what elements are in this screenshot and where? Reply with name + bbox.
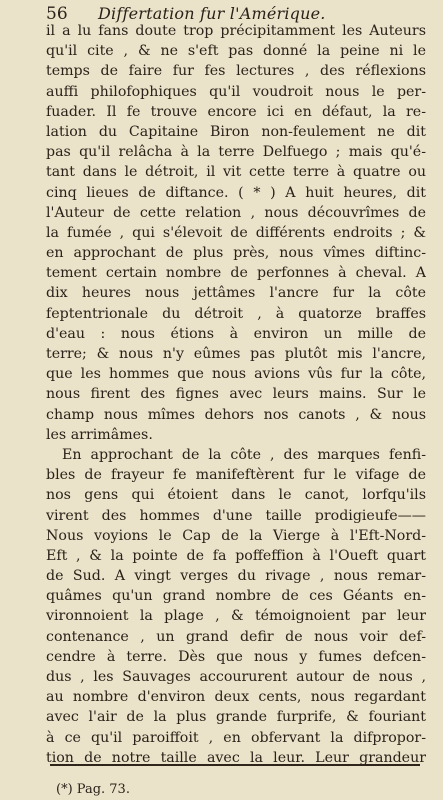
text-line: temps de faire fur fes lectures , des réflexions <box>46 63 426 80</box>
text-line: à ce qu'il paroiffoit , en obfervant la difpropor- <box>46 729 426 746</box>
text-line: en approchant de plus près, nous vîmes diftinc- <box>46 245 426 262</box>
text-line: nos gens qui étoient dans le canot, lorfqu'ils <box>46 487 426 504</box>
text-line: contenance , un grand defir de nous voir def- <box>46 628 426 645</box>
text-line: de Sud. A vingt verges du rivage , nous remar- <box>46 568 426 585</box>
text-line: tement certain nombre de perfonnes à cheval. A <box>46 265 426 282</box>
footnote-divider <box>50 764 420 766</box>
text-line: feptentrionale du détroit , à quatorze braffes <box>46 305 426 322</box>
text-line: auffi philofophiques qu'il voudroit nous le per- <box>46 83 426 100</box>
text-line: il a lu fans doute trop précipitamment les Auteurs <box>46 23 426 39</box>
text-line: cendre à terre. Dès que nous y fumes defcen- <box>46 648 426 665</box>
text-line: dus , les Sauvages accoururent autour de nous , <box>46 669 426 685</box>
text-line: d'eau : nous étions à environ un mille de <box>46 325 426 342</box>
text-line: la fumée , qui s'élevoit de différents endroits ; & <box>46 224 426 241</box>
body-text <box>46 21 426 768</box>
text-line: pas qu'il relâcha à la terre Delfuego ; mais qu'é- <box>46 144 426 161</box>
text-line: qu'il cite , & ne s'eft pas donné la peine ni le <box>46 43 426 60</box>
text-line: avec l'air de la plus grande furprife, & fouriant <box>46 709 426 726</box>
text-line: Eft , & la pointe de fa poffeffion à l'Oueft quart <box>46 547 426 564</box>
footnote: (*) Pag. 73. <box>56 782 130 797</box>
text-line: l'Auteur de cette relation , nous découvrîmes de <box>46 204 426 221</box>
text-line: champ nous mîmes dehors nos canots , & nous <box>46 406 426 423</box>
running-title: Differtation fur l'Amérique. <box>98 4 326 23</box>
text-line-paragraph-start: En approchant de la côte , des marques fenfi- <box>62 446 426 463</box>
text-line: virent des hommes d'une taille prodigieufe—— <box>46 507 426 524</box>
text-line: cinq lieues de diftance. ( * ) A huit heures, dit <box>46 184 426 201</box>
text-line: terre; & nous n'y eûmes pas plutôt mis l'ancre, <box>46 346 426 362</box>
text-line: lation du Capitaine Biron non-feulement ne dit <box>46 123 426 140</box>
text-line: que les hommes que nous avions vûs fur la côte, <box>46 366 426 383</box>
text-line: fuader. Il fe trouve encore ici en défaut, la re- <box>46 103 426 120</box>
text-line: tant dans le détroit, il vit cette terre à quatre ou <box>46 164 426 181</box>
text-line: Nous voyions le Cap de la Vierge à l'Eft-Nord- <box>46 527 426 544</box>
text-line: bles de frayeur fe manifeftèrent fur le vifage de <box>46 467 426 484</box>
text-line: quâmes qu'un grand nombre de ces Géants en- <box>46 588 426 605</box>
text-line: tion de notre taille avec la leur. Leur grandeur <box>46 749 426 766</box>
text-line: dix heures nous jettâmes l'ancre fur la côte <box>46 285 426 302</box>
text-line: vironnoient la plage , & témoignoient par leur <box>46 608 426 625</box>
page-number: 56 <box>46 4 68 24</box>
text-line: nous firent des fignes avec leurs mains. Sur le <box>46 386 426 403</box>
text-line: au nombre d'environ deux cents, nous regardant <box>46 689 426 706</box>
text-line-paragraph-end: les arrimâmes. <box>46 426 153 443</box>
